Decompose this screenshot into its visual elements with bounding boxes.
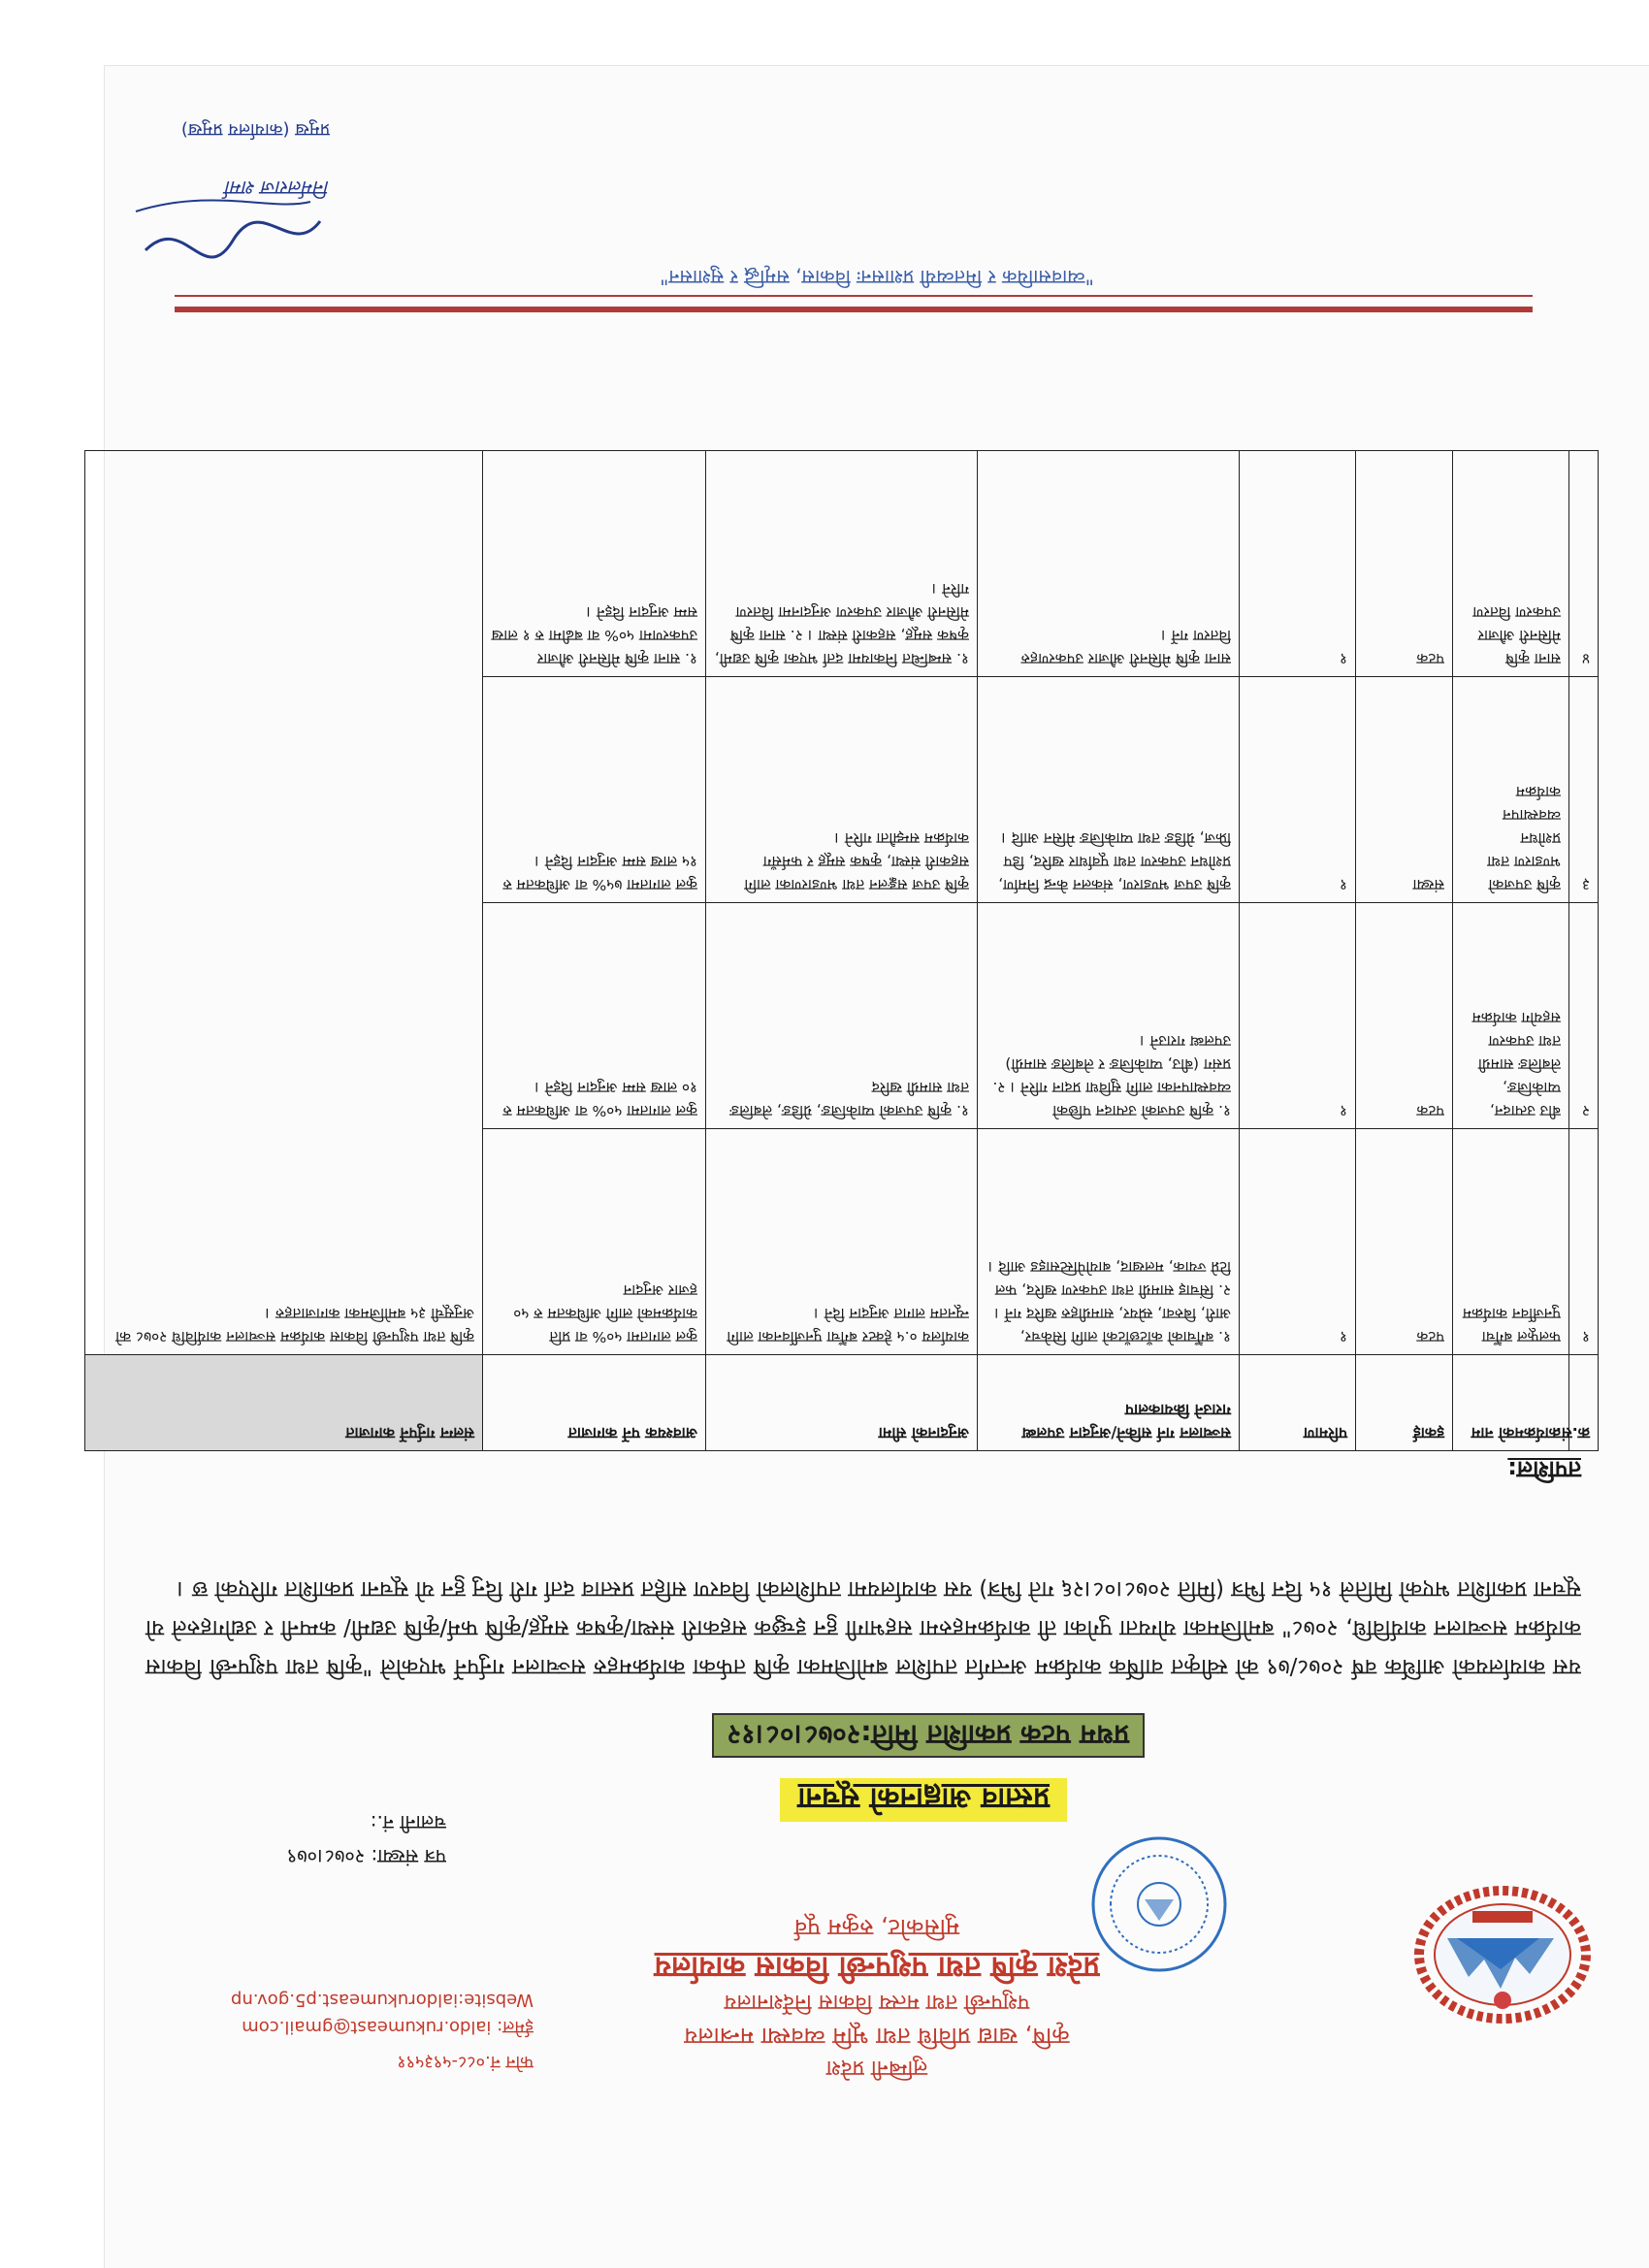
cell-grant-limit: कुल लागतमा ५०% वा अधिकतम रु १० लाख सम्म अनुदान दिइने । — [483, 903, 706, 1129]
cell-unit: संख्या — [1356, 677, 1453, 903]
header-grant-limit: आवश्यक पर्ने कागजात — [483, 1355, 706, 1451]
cell-requirement: १. कृषि उपजको प्याकेजिङ, ग्रेडिङ, लेबलिङ तथा सामग्री खरिद — [706, 903, 978, 1129]
office-address: मुसिकोट, रुकुम पूर्व — [793, 1914, 960, 1941]
cell-documents: कृषि तथा पशुपन्छी विकास कार्यक्रम सञ्चालन कार्यविधि २०७८ को अनुसूची ३५ बमोजिमका कागजातहरु । — [85, 451, 483, 1355]
ministry-name: कृषि, खाद्य प्रविधि तथा भूमि व्यवस्था मन्त्रालय — [684, 2023, 1070, 2050]
cell-unit: पटक — [1356, 903, 1453, 1129]
header-sn: क्र.सं. — [1569, 1355, 1599, 1451]
cell-requirement: कार्यालय ०.५ हेक्टर बगैँचा पुनर्जीवनका लागि न्यूनतम लागत अनुदान दिने । — [706, 1129, 978, 1355]
cell-programme: कृषि उपज भण्डारण, संकलन केन्द्र निर्माण, प्रशोधन उपकरण तथा पूर्वाधार खरिद, डिप फ्रिज, ग्रेडिङ तथा प्याकेजिङ मेसिन आदि । — [978, 677, 1240, 903]
cell-requirement: १. सम्बन्धित निकायमा दर्ता भएका कृषि उद्यमी, कृषक समूह, सहकारी संस्था । २. साना कृषि मेसिनरी औजार उपकरण अनुदानमा वितरण गरिने । — [706, 451, 978, 677]
cell-grant-limit: कुल लागतमा ७५% वा अधिकतम रु १५ लाख सम्म अनुदान दिइने । — [483, 677, 706, 903]
province-name: लुम्बिनी प्रदेश — [825, 2056, 928, 2080]
notice-title: प्रस्ताव आह्वानको सूचना — [780, 1778, 1067, 1822]
header-documents: संलग्न गर्नुपर्ने कागजात — [85, 1355, 483, 1451]
cell-activity: कृषि उपजको भण्डारण तथा प्रशोधन व्यवस्थापन कार्यक्रम — [1453, 677, 1569, 903]
header-requirement: अनुदानको सीमा — [706, 1355, 978, 1451]
notice-publish-date: प्रथम पटक प्रकाशित मिति:२०७८।०८।१२ — [712, 1713, 1145, 1758]
paper-sheet — [104, 65, 1649, 2268]
header-qty: परिमाण — [1240, 1355, 1356, 1451]
header-unit: इकाई — [1356, 1355, 1453, 1451]
cell-unit: पटक — [1356, 1129, 1453, 1355]
office-email: ईमेल: ialdo.rukumeast@gmail.com — [242, 2017, 534, 2037]
cell-programme: साना कृषि मेसिनरी औजार उपकरणहरु वितरण गर्ने । — [978, 451, 1240, 677]
table-header-row — [85, 1355, 1599, 1451]
cell-activity: फलफूल बगैँचा पुनर्जीवन कार्यक्रम — [1453, 1129, 1569, 1355]
cell-qty: १ — [1240, 903, 1356, 1129]
table-label: तपशिल: — [1507, 1456, 1581, 1483]
cell-programme: १. कृषि उपजको उत्पादन पछिको व्यवस्थापनका लागि सुविधा प्रदान गरिने । २. प्रसंग (बीउ, प्याकेजिङ र लेबलिङ सामग्री) उपलब्ध गराउने । — [978, 903, 1240, 1129]
cell-activity: बीउ उत्पादन, प्याकेजिङ, लेबलिङ सामग्री तथा उपकरण सहयोग कार्यक्रम — [1453, 903, 1569, 1129]
cell-unit: पटक — [1356, 451, 1453, 677]
header-activity: कार्यक्रमको नाम — [1453, 1355, 1569, 1451]
cell-sn: ३ — [1569, 677, 1599, 903]
signatory-name: निर्मलराज शर्मा — [225, 177, 330, 200]
cell-requirement: कृषि उपज सङ्कलन तथा भण्डारणका लागि सहकारी संस्था, कृषक समूह र फर्मसँग कार्यक्रम सम्झौता गरिने । — [706, 677, 978, 903]
cell-qty: १ — [1240, 1129, 1356, 1355]
cell-activity: साना कृषि मेसिनरी औजार उपकरण वितरण — [1453, 451, 1569, 677]
footer-motto: "व्यावसायिक र मितव्ययी प्रशासनः विकास, समृद्धि र सुशासन" — [660, 266, 1094, 289]
notice-body: यस कार्यालयको आर्थिक वर्ष २०७८/७९ को स्वीकृत वार्षिक कार्यक्रम अन्तर्गत तपशिल बमोजिमका कृषि तर्फका कार्यक्रमहरु सञ्चालन गर्नुपर्ने भएकोले "कृषि तथा पशुपन्छी विकास कार्यक्रम सञ्चालन कार्यविधि, २०७८" बमोजिमका योग्यता पुगेका ती कार्यक्रमहरुमा सहभागी हुन इच्छुक सहकारी संस्था/कृषक समूह/कृषि फर्म/कृषि उद्यमी/ कम्पनी र उद्योगहरुले यो सूचना प्रकाशित भएको मितिले १५ दिन भित्र (मिति २०७८।०८।२६ गते भित्र) यस कार्यालयमा तपशिलको विवरण सहित प्रस्ताव दर्ता गरी दिनु हुन यो सूचना प्रकाशित गरिएको छ । — [146, 1576, 1581, 1679]
cell-grant-limit: १. साना कृषि मेसिनरी औजार उपकरणमा ५०% वा बढीमा रु १ लाख सम्म अनुदान दिइने । — [483, 451, 706, 677]
footer-rule — [175, 295, 1533, 312]
office-stamp-icon — [1086, 1831, 1232, 1977]
cell-sn: १ — [1569, 1129, 1599, 1355]
table-row — [85, 1129, 1599, 1355]
programme-table — [84, 450, 1599, 1451]
signatory-role: प्रमुख (कार्यालय प्रमुख) — [180, 119, 330, 140]
cell-sn: ४ — [1569, 451, 1599, 677]
office-phone: फोन नं.०८८-५९३५९१ — [397, 2052, 534, 2072]
cell-qty: १ — [1240, 451, 1356, 677]
signature-icon — [116, 124, 330, 279]
cell-grant-limit: कुल लागतमा ५०% वा प्रति कार्यक्रमको लागि अधिकतम रु ५० हजार अनुदान — [483, 1129, 706, 1355]
cell-sn: २ — [1569, 903, 1599, 1129]
reference-number: पत्र संख्या: २०७८।०७९ — [286, 1845, 446, 1868]
directorate-name: पशुपन्छी तथा मत्स्य विकास निर्देशनालय — [724, 1990, 1030, 2014]
office-website: Website:ialdorukumeast.p5.gov.np — [230, 1990, 534, 2010]
cell-qty: १ — [1240, 677, 1356, 903]
dispatch-number: चलानी नं.: — [370, 1811, 446, 1834]
header-programme: सञ्चालन गर्न सकिने/अनुदान उपलब्ध गराउने क्रियाकलाप — [978, 1355, 1240, 1451]
cell-programme: १. बगैँचाको काँटछाँटको लागि सिकेचर, आरी, बिरुवा, स्प्रेयर, सामग्रीहरु खरिद गर्ने । २. सिंचाइ सामग्री तथा उपकरण खरिद, फल टिप्ने ज्याक, मलखाद, बायोपेस्टिसाइड आदि । — [978, 1129, 1240, 1355]
office-name: प्रदेश कृषि तथा पशुपन्छी विकास कार्यालय — [654, 1950, 1100, 1984]
